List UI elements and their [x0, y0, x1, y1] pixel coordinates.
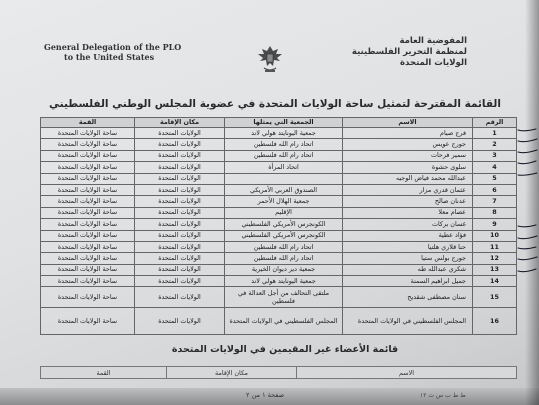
row-name: عثمان قدري مزار [343, 184, 473, 195]
page-number: صفحة ١ من ٢ [246, 391, 285, 399]
row-arena: ساحة الولايات المتحدة [41, 264, 135, 275]
table-row [41, 276, 517, 287]
row-name: عبدالله محمد فياض الوجيه [343, 173, 473, 184]
header-name: الاسم [343, 118, 473, 128]
row-name: عصام معلا [343, 207, 473, 218]
nonresident-list-title: قائمة الأعضاء غير المقيمين في الولايات المتحدة [171, 344, 399, 355]
table-row [41, 162, 517, 173]
letterhead-arabic-line3: الولايات المتحدة [400, 58, 467, 68]
header-arena: القمة [41, 118, 135, 128]
row-residence: الولايات المتحدة [135, 287, 225, 308]
table-row [41, 264, 517, 275]
row-residence: الولايات المتحدة [135, 230, 225, 241]
row-number: 12 [473, 253, 517, 264]
row-residence: الولايات المتحدة [135, 128, 225, 139]
row-name: عدنان صالح [343, 196, 473, 207]
row-residence: الولايات المتحدة [135, 207, 225, 218]
table-row [41, 230, 517, 241]
row-arena: ساحة الولايات المتحدة [41, 207, 135, 218]
row-residence: الولايات المتحدة [135, 219, 225, 230]
row-association: المجلس الفلسطيني في الولايات المتحدة [225, 308, 343, 335]
row-number: 4 [473, 162, 517, 173]
letterhead-english-line2: to the United States [64, 52, 155, 62]
row-residence: الولايات المتحدة [135, 241, 225, 252]
row-arena: ساحة الولايات المتحدة [41, 139, 135, 150]
row-name: سنان مصطفى شقديح [343, 287, 473, 308]
table-row [41, 287, 517, 308]
row-arena: ساحة الولايات المتحدة [41, 287, 135, 308]
row-residence: الولايات المتحدة [135, 162, 225, 173]
row-association: اتحاد رام الله فلسطين [225, 139, 343, 150]
row-association: ملتقى التحالف من أجل العدالة في فلسطين [225, 287, 343, 308]
row-arena: ساحة الولايات المتحدة [41, 162, 135, 173]
photo-shadow [525, 0, 539, 405]
row-arena: ساحة الولايات المتحدة [41, 173, 135, 184]
row-residence: الولايات المتحدة [135, 196, 225, 207]
table-row [41, 128, 517, 139]
row-number: 11 [473, 241, 517, 252]
row-residence: الولايات المتحدة [135, 150, 225, 161]
row-residence: الولايات المتحدة [135, 276, 225, 287]
row-name: سلوى حشوة [343, 162, 473, 173]
row-arena: ساحة الولايات المتحدة [41, 253, 135, 264]
row-residence: الولايات المتحدة [135, 308, 225, 335]
footer-smudge-text: ط ط ب س ت ١٢ [420, 392, 466, 399]
row-name: حنا قلاري هلتيا [343, 241, 473, 252]
row-name: فرج صيام [343, 128, 473, 139]
nonresident-header-name: الاسم [297, 367, 517, 379]
document-title: القائمة المقترحة لتمثيل ساحة الولايات المتحدة في عضوية المجلس الوطني الفلسطيني [49, 98, 501, 110]
table-row [41, 196, 517, 207]
row-name: فؤاد عطية [343, 230, 473, 241]
row-association: الكونجرس الأمريكي الفلسطيني [225, 219, 343, 230]
row-name: شكري عبدالله طه [343, 264, 473, 275]
row-association: اتحاد رام الله فلسطين [225, 241, 343, 252]
row-number: 6 [473, 184, 517, 195]
row-residence: الولايات المتحدة [135, 184, 225, 195]
row-association: اتحاد رام الله فلسطين [225, 253, 343, 264]
row-residence: الولايات المتحدة [135, 264, 225, 275]
table-row [41, 150, 517, 161]
header-number: الرقم [473, 118, 517, 128]
row-arena: ساحة الولايات المتحدة [41, 128, 135, 139]
row-association: الصندوق العربي الأمريكي [225, 184, 343, 195]
row-arena: ساحة الولايات المتحدة [41, 150, 135, 161]
row-association [225, 173, 343, 184]
row-number: 7 [473, 196, 517, 207]
table-row [41, 308, 517, 335]
row-arena: ساحة الولايات المتحدة [41, 184, 135, 195]
row-number: 13 [473, 264, 517, 275]
row-arena: ساحة الولايات المتحدة [41, 230, 135, 241]
table-row [41, 241, 517, 252]
table-row [41, 219, 517, 230]
table-row [41, 184, 517, 195]
nonresident-header-residence: مكان الإقامة [167, 367, 297, 379]
row-arena: ساحة الولايات المتحدة [41, 219, 135, 230]
row-name: المجلس الفلسطيني في الولايات المتحدة [343, 308, 473, 335]
row-name: غسان بركات [343, 219, 473, 230]
row-arena: ساحة الولايات المتحدة [41, 241, 135, 252]
letterhead-english-line1: General Delegation of the PLO [44, 42, 182, 52]
row-name: جورج بولس ستيا [343, 253, 473, 264]
nonresident-table [40, 366, 517, 379]
row-residence: الولايات المتحدة [135, 173, 225, 184]
row-residence: الولايات المتحدة [135, 253, 225, 264]
header-residence: مكان الإقامة [135, 118, 225, 128]
header-association: الجمعية التي يمثلها [225, 118, 343, 128]
table-header-row [41, 118, 517, 128]
row-number: 5 [473, 173, 517, 184]
row-name: جميل ابراهيم السمنة [343, 276, 473, 287]
row-name: جورج عويس [343, 139, 473, 150]
eagle-emblem-icon [252, 42, 288, 82]
members-table [40, 117, 517, 335]
row-association: اتحاد رام الله فلسطين [225, 150, 343, 161]
row-number: 9 [473, 219, 517, 230]
row-number: 2 [473, 139, 517, 150]
row-association: الإقليم [225, 207, 343, 218]
row-number: 1 [473, 128, 517, 139]
row-number: 8 [473, 207, 517, 218]
row-number: 16 [473, 308, 517, 335]
letterhead-arabic-line1: المفوضية العامة [399, 36, 467, 46]
nonresident-header-arena: القمة [41, 367, 167, 379]
row-arena: ساحة الولايات المتحدة [41, 308, 135, 335]
letterhead-english [44, 42, 234, 62]
row-arena: ساحة الولايات المتحدة [41, 276, 135, 287]
row-residence: الولايات المتحدة [135, 139, 225, 150]
table-row [41, 207, 517, 218]
row-name: سمير فرحات [343, 150, 473, 161]
row-arena: ساحة الولايات المتحدة [41, 196, 135, 207]
row-number: 10 [473, 230, 517, 241]
nonresident-header-row [41, 367, 517, 379]
row-association: اتحاد المرأة [225, 162, 343, 173]
row-association: جمعية الهلال الأحمر [225, 196, 343, 207]
table-row [41, 253, 517, 264]
letterhead-arabic-line2: لمنظمة التحرير الفلسطينية [351, 47, 467, 57]
table-row [41, 139, 517, 150]
row-association: جمعية اليونايتد هولي لاند [225, 128, 343, 139]
row-number: 3 [473, 150, 517, 161]
row-association: الكونجرس الأمريكي الفلسطيني [225, 230, 343, 241]
table-row [41, 173, 517, 184]
row-association: جمعية اليونايتد هولي لاند [225, 276, 343, 287]
row-number: 14 [473, 276, 517, 287]
letterhead-arabic [327, 36, 467, 69]
row-association: جمعية دير ديوان الخيرية [225, 264, 343, 275]
row-number: 15 [473, 287, 517, 308]
